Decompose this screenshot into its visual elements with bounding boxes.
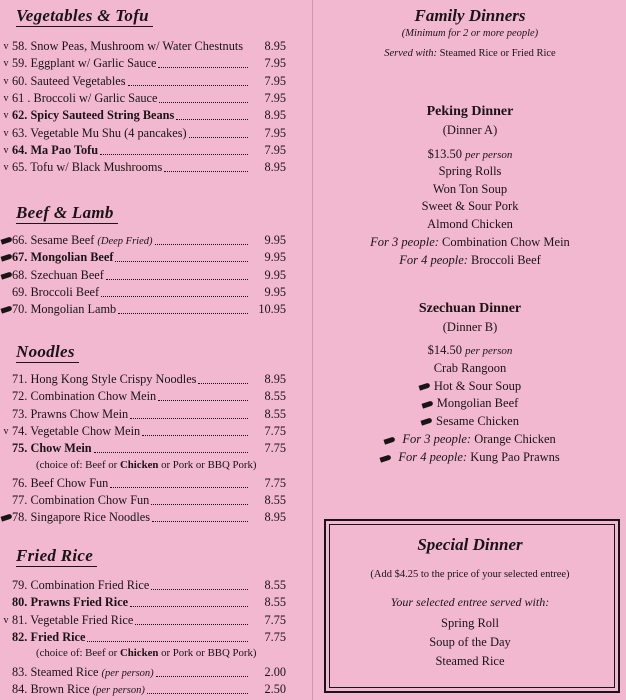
menu-item [0, 406, 300, 423]
dinner-a-sub: (Dinner A) [442, 123, 498, 137]
dinner-item-label: Spring Rolls [438, 164, 502, 178]
menu-item-label: Spicy Sauteed String Beans [27, 108, 175, 123]
menu-item-number: 83. [12, 664, 28, 679]
dinner-b-price-value: $14.50 [427, 343, 462, 357]
menu-item-label: Chow Mein [27, 441, 92, 456]
dotted-leader [151, 589, 248, 590]
menu-item-label: Sesame Beef [27, 233, 95, 247]
menu-item-price: 8.55 [264, 493, 286, 508]
pepper-icon [0, 306, 12, 314]
choice-of-part: Beef [85, 458, 106, 471]
menu-item [0, 142, 300, 159]
menu-item-price: 8.55 [264, 406, 286, 421]
menu-item-number: 64. [12, 142, 28, 157]
choice-of-part: BBQ Pork) [207, 458, 257, 471]
menu-item-price: 7.95 [264, 90, 286, 105]
menu-item [0, 475, 300, 492]
menu-item-number: 80. [12, 595, 28, 610]
dotted-leader [87, 641, 248, 642]
special-dinner-title: Special Dinner [417, 535, 523, 554]
menu-item-label: Steamed Rice [27, 664, 99, 679]
menu-item-name [12, 577, 149, 594]
menu-item-label: Szechuan Beef [27, 267, 104, 282]
dinner-a-name: Peking Dinner [426, 104, 514, 119]
choice-of-part: (choice of: [36, 458, 83, 471]
menu-item-name [12, 612, 133, 629]
menu-item [0, 492, 300, 509]
menu-item-number: 81. [12, 612, 28, 627]
dotted-leader [118, 313, 248, 314]
menu-item-label: Mongolian Beef [27, 250, 114, 265]
section-title: Noodles [16, 342, 79, 363]
dotted-leader [155, 244, 248, 245]
dinner-b-item [314, 378, 626, 396]
menu-item [0, 371, 300, 388]
menu-item-price: 7.95 [264, 56, 286, 71]
menu-item-price: 7.95 [264, 125, 286, 140]
pepper-icon [0, 236, 12, 244]
menu-item-name [12, 107, 174, 124]
dinner-item-label: Almond Chicken [427, 216, 513, 231]
choice-of-note [36, 459, 257, 471]
menu-item [0, 301, 300, 318]
menu-item-label: Vegetable Fried Rice [27, 612, 134, 627]
menu-item-label: Ma Pao Tofu [27, 142, 99, 157]
menu-item-label: Combination Chow Fun [27, 493, 150, 508]
dotted-leader [100, 154, 248, 155]
menu-item-name [12, 475, 108, 492]
dinner-a-extra-4-label: For 4 people: [399, 253, 468, 267]
menu-item-note: (Deep Fried) [97, 236, 153, 247]
menu-item [0, 681, 300, 698]
dinner-a-extra-4-value: Broccoli Beef [471, 253, 541, 267]
menu-item-number: 78. [12, 510, 28, 525]
dinner-a-extra-3-label: For 3 people: [370, 235, 439, 249]
dotted-leader [189, 137, 248, 138]
menu-item-number: 67. [12, 250, 28, 265]
menu-item-number: 68. [12, 267, 28, 282]
pepper-icon [418, 383, 430, 391]
menu-item [0, 232, 300, 249]
dotted-leader [106, 279, 248, 280]
menu-item [0, 125, 300, 142]
dinner-a-price-value: $13.50 [427, 147, 462, 161]
choice-of-part: BBQ Pork) [207, 647, 257, 660]
dinner-a-item [314, 181, 626, 199]
menu-item-price: 8.55 [264, 389, 286, 404]
menu-item-name [12, 284, 99, 301]
menu-item-price: 7.75 [264, 475, 286, 490]
dinner-b-sub: (Dinner B) [442, 320, 498, 334]
menu-item [0, 267, 300, 284]
menu-item-price: 7.95 [264, 73, 286, 88]
menu-item-name [12, 664, 154, 682]
menu-item-label: Snow Peas, Mushroom w/ Water Chestnuts [27, 39, 244, 53]
dotted-leader [152, 521, 248, 522]
menu-item-name [12, 55, 156, 72]
dinner-b-price [314, 342, 626, 361]
dinner-b-extra-4 [314, 449, 626, 467]
dotted-leader [159, 102, 248, 103]
dotted-leader [142, 435, 248, 436]
dinner-b-item [314, 413, 626, 431]
pepper-icon [0, 271, 12, 279]
special-dinner-box [324, 519, 620, 693]
dinner-a-item [314, 163, 626, 181]
special-dinner-item: Steamed Rice [435, 654, 505, 668]
menu-item-price: 7.75 [264, 612, 286, 627]
choice-of-part: or [195, 458, 205, 471]
menu-item-number: 70. [12, 302, 28, 317]
dinner-b-item [314, 395, 626, 413]
choice-of-part: Pork [172, 647, 194, 660]
menu-item-price: 9.95 [264, 233, 286, 247]
menu-item-price: 2.50 [264, 681, 286, 696]
dotted-leader [101, 296, 248, 297]
menu-item-name [12, 125, 187, 142]
section-title: Vegetables & Tofu [16, 6, 153, 27]
menu-item-price: 9.95 [264, 250, 286, 265]
menu-item-name [12, 594, 128, 611]
menu-item-price: 8.55 [264, 578, 286, 592]
menu-item-name [12, 629, 85, 646]
section-title: Fried Rice [16, 546, 97, 567]
menu-item-number: 63. [12, 125, 28, 140]
served-with-line [314, 48, 626, 59]
menu-item-number: 71. [12, 372, 28, 386]
special-dinner-lead: Your selected entree served with: [390, 595, 550, 609]
menu-item-price: 8.55 [264, 595, 286, 610]
menu-item-name [12, 423, 140, 440]
menu-item-number: 61 . [12, 90, 31, 105]
section-title: Beef & Lamb [16, 203, 118, 224]
menu-item [0, 440, 300, 457]
pepper-icon [421, 418, 433, 426]
menu-item-number: 60. [12, 73, 28, 88]
menu-item-name [12, 159, 162, 176]
dinner-b-item [314, 360, 626, 378]
pepper-icon [380, 454, 392, 462]
dotted-leader [130, 606, 248, 607]
choice-of-part: Chicken [119, 458, 159, 471]
dinner-b-per: per person [465, 345, 513, 357]
menu-item-label: Vegetable Mu Shu (4 pancakes) [27, 125, 187, 140]
served-with-label: Served with: [384, 48, 438, 59]
menu-item-number: 84. [12, 681, 28, 696]
dinner-b-extra-3-label: For 3 people: [402, 432, 472, 446]
menu-item [0, 73, 300, 90]
dotted-leader [176, 119, 248, 120]
served-with-value: Steamed Rice or Fried Rice [439, 48, 556, 59]
menu-item-name [12, 249, 113, 266]
dinner-item-label: Hot & Sour Soup [433, 378, 522, 393]
vegetarian-mark: v [3, 41, 9, 52]
menu-item-label: Brown Rice [27, 681, 90, 696]
menu-item-label: Vegetable Chow Mein [27, 423, 141, 438]
choice-of-part: Chicken [119, 647, 159, 660]
dinner-b-extra-4-label: For 4 people: [398, 450, 468, 464]
dotted-leader [158, 67, 248, 68]
menu-item-name [12, 90, 157, 107]
menu-item-name [12, 73, 126, 90]
menu-item-number: 82. [12, 629, 28, 644]
dotted-leader [156, 676, 248, 677]
menu-item-name [12, 371, 196, 388]
menu-item-price: 7.95 [264, 142, 286, 157]
menu-item-number: 65. [12, 160, 28, 175]
minimum-note: (Minimum for 2 or more people) [401, 28, 539, 39]
dinner-b-extra-3-value: Orange Chicken [474, 432, 556, 446]
menu-item-label: Sauteed Vegetables [27, 73, 126, 88]
menu-item-label: Prawns Chow Mein [27, 406, 129, 421]
menu-item-note: (per person) [101, 667, 154, 679]
menu-item-number: 59. [12, 56, 28, 71]
dinner-a-extra-3-value: Combination Chow Mein [442, 235, 570, 249]
menu-item-number: 62. [12, 108, 28, 123]
choice-of-part: Pork [172, 458, 194, 471]
menu-item-number: 69. [12, 284, 28, 299]
dinner-item-label: Won Ton Soup [432, 181, 508, 196]
menu-item-price: 8.95 [264, 39, 286, 53]
dinner-b-extra-3 [314, 431, 626, 449]
menu-item-name [12, 406, 128, 423]
pepper-icon [0, 514, 12, 522]
dinner-a-extra-4 [314, 252, 626, 270]
menu-item-label: Beef Chow Fun [27, 475, 109, 490]
menu-item-price: 2.00 [264, 664, 286, 679]
menu-item-number: 58. [12, 39, 28, 53]
menu-item-name [12, 301, 116, 318]
dotted-leader [158, 400, 248, 401]
choice-of-part: or [108, 647, 118, 660]
menu-item-price: 8.95 [264, 510, 286, 525]
special-dinner-item: Spring Roll [441, 616, 499, 630]
dotted-leader [94, 452, 248, 453]
menu-item-note: (per person) [92, 684, 145, 696]
menu-item-number: 79. [12, 578, 28, 592]
menu-item-label: Combination Fried Rice [27, 578, 150, 592]
menu-item-name [12, 440, 92, 457]
menu-item [0, 159, 300, 176]
menu-item [0, 107, 300, 124]
menu-item-number: 75. [12, 441, 28, 456]
dinner-b-name: Szechuan Dinner [418, 301, 522, 316]
dinner-item-label: Sweet & Sour Pork [421, 199, 519, 214]
choice-of-part: (choice of: [36, 647, 83, 660]
vegetarian-mark: v [3, 425, 9, 437]
menu-item [0, 594, 300, 611]
menu-item-price: 8.95 [264, 160, 286, 175]
menu-item-price: 9.95 [264, 284, 286, 299]
menu-item-price: 10.95 [258, 302, 286, 317]
dinner-item-label: Mongolian Beef [436, 396, 519, 411]
menu-item [0, 664, 300, 681]
special-dinner-add-note: (Add $4.25 to the price of your selected entree) [370, 569, 570, 580]
menu-item-name [12, 388, 156, 405]
choice-of-part: or [161, 647, 171, 660]
menu-item-name [12, 38, 243, 55]
dinner-item-label: Sesame Chicken [436, 413, 519, 428]
dinner-a-per: per person [465, 149, 513, 161]
dinner-a-item [314, 216, 626, 234]
dotted-leader [198, 383, 248, 384]
menu-item [0, 509, 300, 526]
menu-item-number: 74. [12, 423, 28, 438]
menu-item-name [12, 142, 98, 159]
menu-item [0, 423, 300, 440]
menu-item-price: 9.95 [264, 267, 286, 282]
dinner-b-extra-4-value: Kung Pao Prawns [470, 450, 560, 464]
choice-of-part: or [161, 458, 171, 471]
menu-item-price: 8.95 [264, 372, 286, 386]
dotted-leader [110, 487, 248, 488]
choice-of-part: Beef [85, 647, 106, 660]
dotted-leader [164, 171, 248, 172]
special-dinner-item: Soup of the Day [429, 635, 511, 649]
menu-item [0, 629, 300, 646]
menu-item-number: 73. [12, 406, 28, 421]
vegetarian-mark: v [3, 92, 9, 104]
menu-item-name [12, 509, 150, 526]
menu-item-number: 77. [12, 493, 28, 508]
vegetarian-mark: v [3, 614, 9, 626]
dotted-leader [130, 418, 248, 419]
menu-item-number: 72. [12, 389, 28, 404]
menu-item [0, 55, 300, 72]
menu-item-name [12, 267, 104, 284]
choice-of-part: or [108, 458, 118, 471]
menu-item-number: 76. [12, 475, 28, 490]
menu-item [0, 90, 300, 107]
menu-item [0, 577, 300, 594]
dotted-leader [128, 85, 248, 86]
dotted-leader [135, 624, 248, 625]
vegetarian-mark: v [3, 162, 9, 174]
menu-item-name [12, 492, 149, 509]
family-dinners-title: Family Dinners [414, 6, 526, 25]
choice-of-part: or [195, 647, 205, 660]
menu-item-label: Tofu w/ Black Mushrooms [27, 160, 163, 175]
dotted-leader [115, 261, 248, 262]
menu-item-name [12, 681, 145, 699]
menu-item-number: 66. [12, 233, 28, 247]
menu-item [0, 284, 300, 301]
menu-item-label: Eggplant w/ Garlic Sauce [27, 56, 157, 71]
menu-item [0, 38, 300, 55]
menu-item-price: 7.75 [264, 441, 286, 456]
vegetarian-mark: v [3, 127, 9, 139]
pepper-icon [384, 436, 396, 444]
menu-item-price: 7.75 [264, 629, 286, 644]
dinner-a-price [314, 146, 626, 165]
vegetarian-mark: v [3, 110, 9, 122]
column-divider [312, 0, 313, 700]
menu-item-label: Broccoli Beef [27, 284, 100, 299]
dinner-a-extra-3 [314, 234, 626, 252]
dotted-leader [151, 504, 248, 505]
menu-item-label: Singapore Rice Noodles [27, 510, 150, 525]
vegetarian-mark: v [3, 58, 9, 70]
vegetarian-mark: v [3, 75, 9, 87]
menu-item [0, 612, 300, 629]
pepper-icon [421, 400, 433, 408]
menu-item-label: Fried Rice [27, 629, 86, 644]
dinner-item-label: Crab Rangoon [433, 361, 507, 375]
menu-item-label: Prawns Fried Rice [27, 595, 129, 610]
vegetarian-mark: v [3, 144, 9, 156]
menu-item-label: Hong Kong Style Crispy Noodles [27, 372, 197, 386]
pepper-icon [0, 254, 12, 262]
menu-item [0, 249, 300, 266]
dotted-leader [147, 693, 248, 694]
menu-item-label: Broccoli w/ Garlic Sauce [30, 90, 158, 105]
menu-item-label: Mongolian Lamb [27, 302, 117, 317]
choice-of-note [36, 647, 257, 659]
menu-item-name [12, 232, 153, 250]
menu-item [0, 388, 300, 405]
menu-item-label: Combination Chow Mein [27, 389, 157, 404]
dinner-a-item [314, 198, 626, 216]
menu-item-price: 8.95 [264, 108, 286, 123]
menu-item-price: 7.75 [264, 423, 286, 438]
